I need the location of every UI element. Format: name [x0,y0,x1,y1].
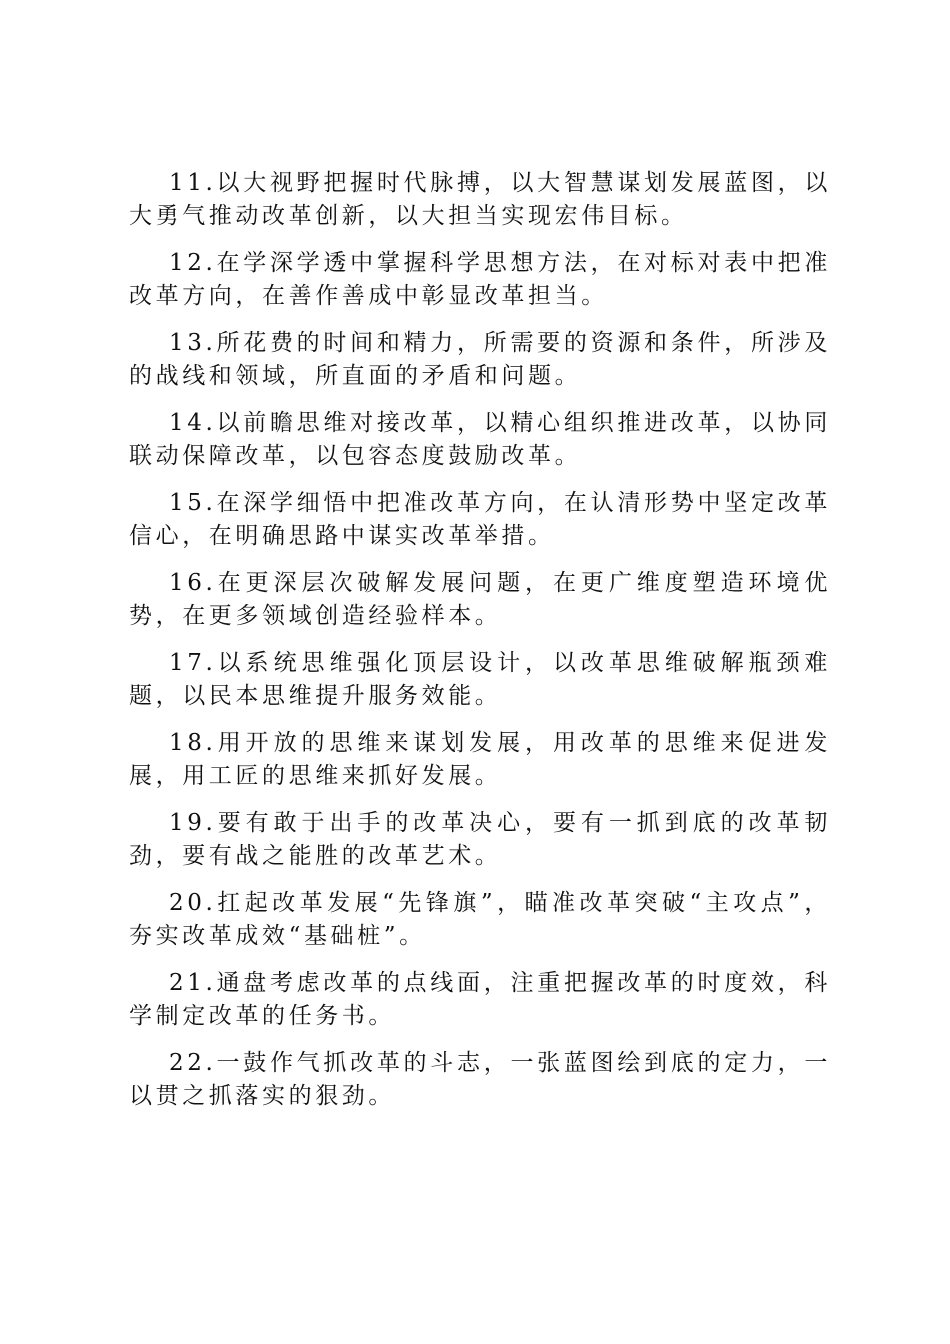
paragraph-14: 14.以前瞻思维对接改革，以精心组织推进改革，以协同联动保障改革，以包容态度鼓励改革。 [129,410,831,469]
paragraph-16: 16.在更深层次破解发展问题，在更广维度塑造环境优势，在更多领域创造经验样本。 [129,570,831,629]
paragraph-15: 15.在深学细悟中把准改革方向，在认清形势中坚定改革信心，在明确思路中谋实改革举措。 [129,490,831,549]
paragraph-20: 20.扛起改革发展“先锋旗”，瞄准改革突破“主攻点”，夯实改革成效“基础桩”。 [129,890,831,949]
paragraph-18: 18.用开放的思维来谋划发展，用改革的思维来促进发展，用工匠的思维来抓好发展。 [129,730,831,789]
paragraph-13: 13.所花费的时间和精力，所需要的资源和条件，所涉及的战线和领域，所直面的矛盾和问题。 [129,330,831,389]
paragraph-22: 22.一鼓作气抓改革的斗志，一张蓝图绘到底的定力，一以贯之抓落实的狠劲。 [129,1050,831,1109]
paragraph-17: 17.以系统思维强化顶层设计，以改革思维破解瓶颈难题，以民本思维提升服务效能。 [129,650,831,709]
paragraph-19: 19.要有敢于出手的改革决心，要有一抓到底的改革韧劲，要有战之能胜的改革艺术。 [129,810,831,869]
paragraph-11: 11.以大视野把握时代脉搏，以大智慧谋划发展蓝图，以大勇气推动改革创新，以大担当实现宏伟目标。 [129,170,831,229]
paragraph-21: 21.通盘考虑改革的点线面，注重把握改革的时度效，科学制定改革的任务书。 [129,970,831,1029]
paragraph-12: 12.在学深学透中掌握科学思想方法，在对标对表中把准改革方向，在善作善成中彰显改革担当。 [129,250,831,309]
document-body [129,167,831,1127]
